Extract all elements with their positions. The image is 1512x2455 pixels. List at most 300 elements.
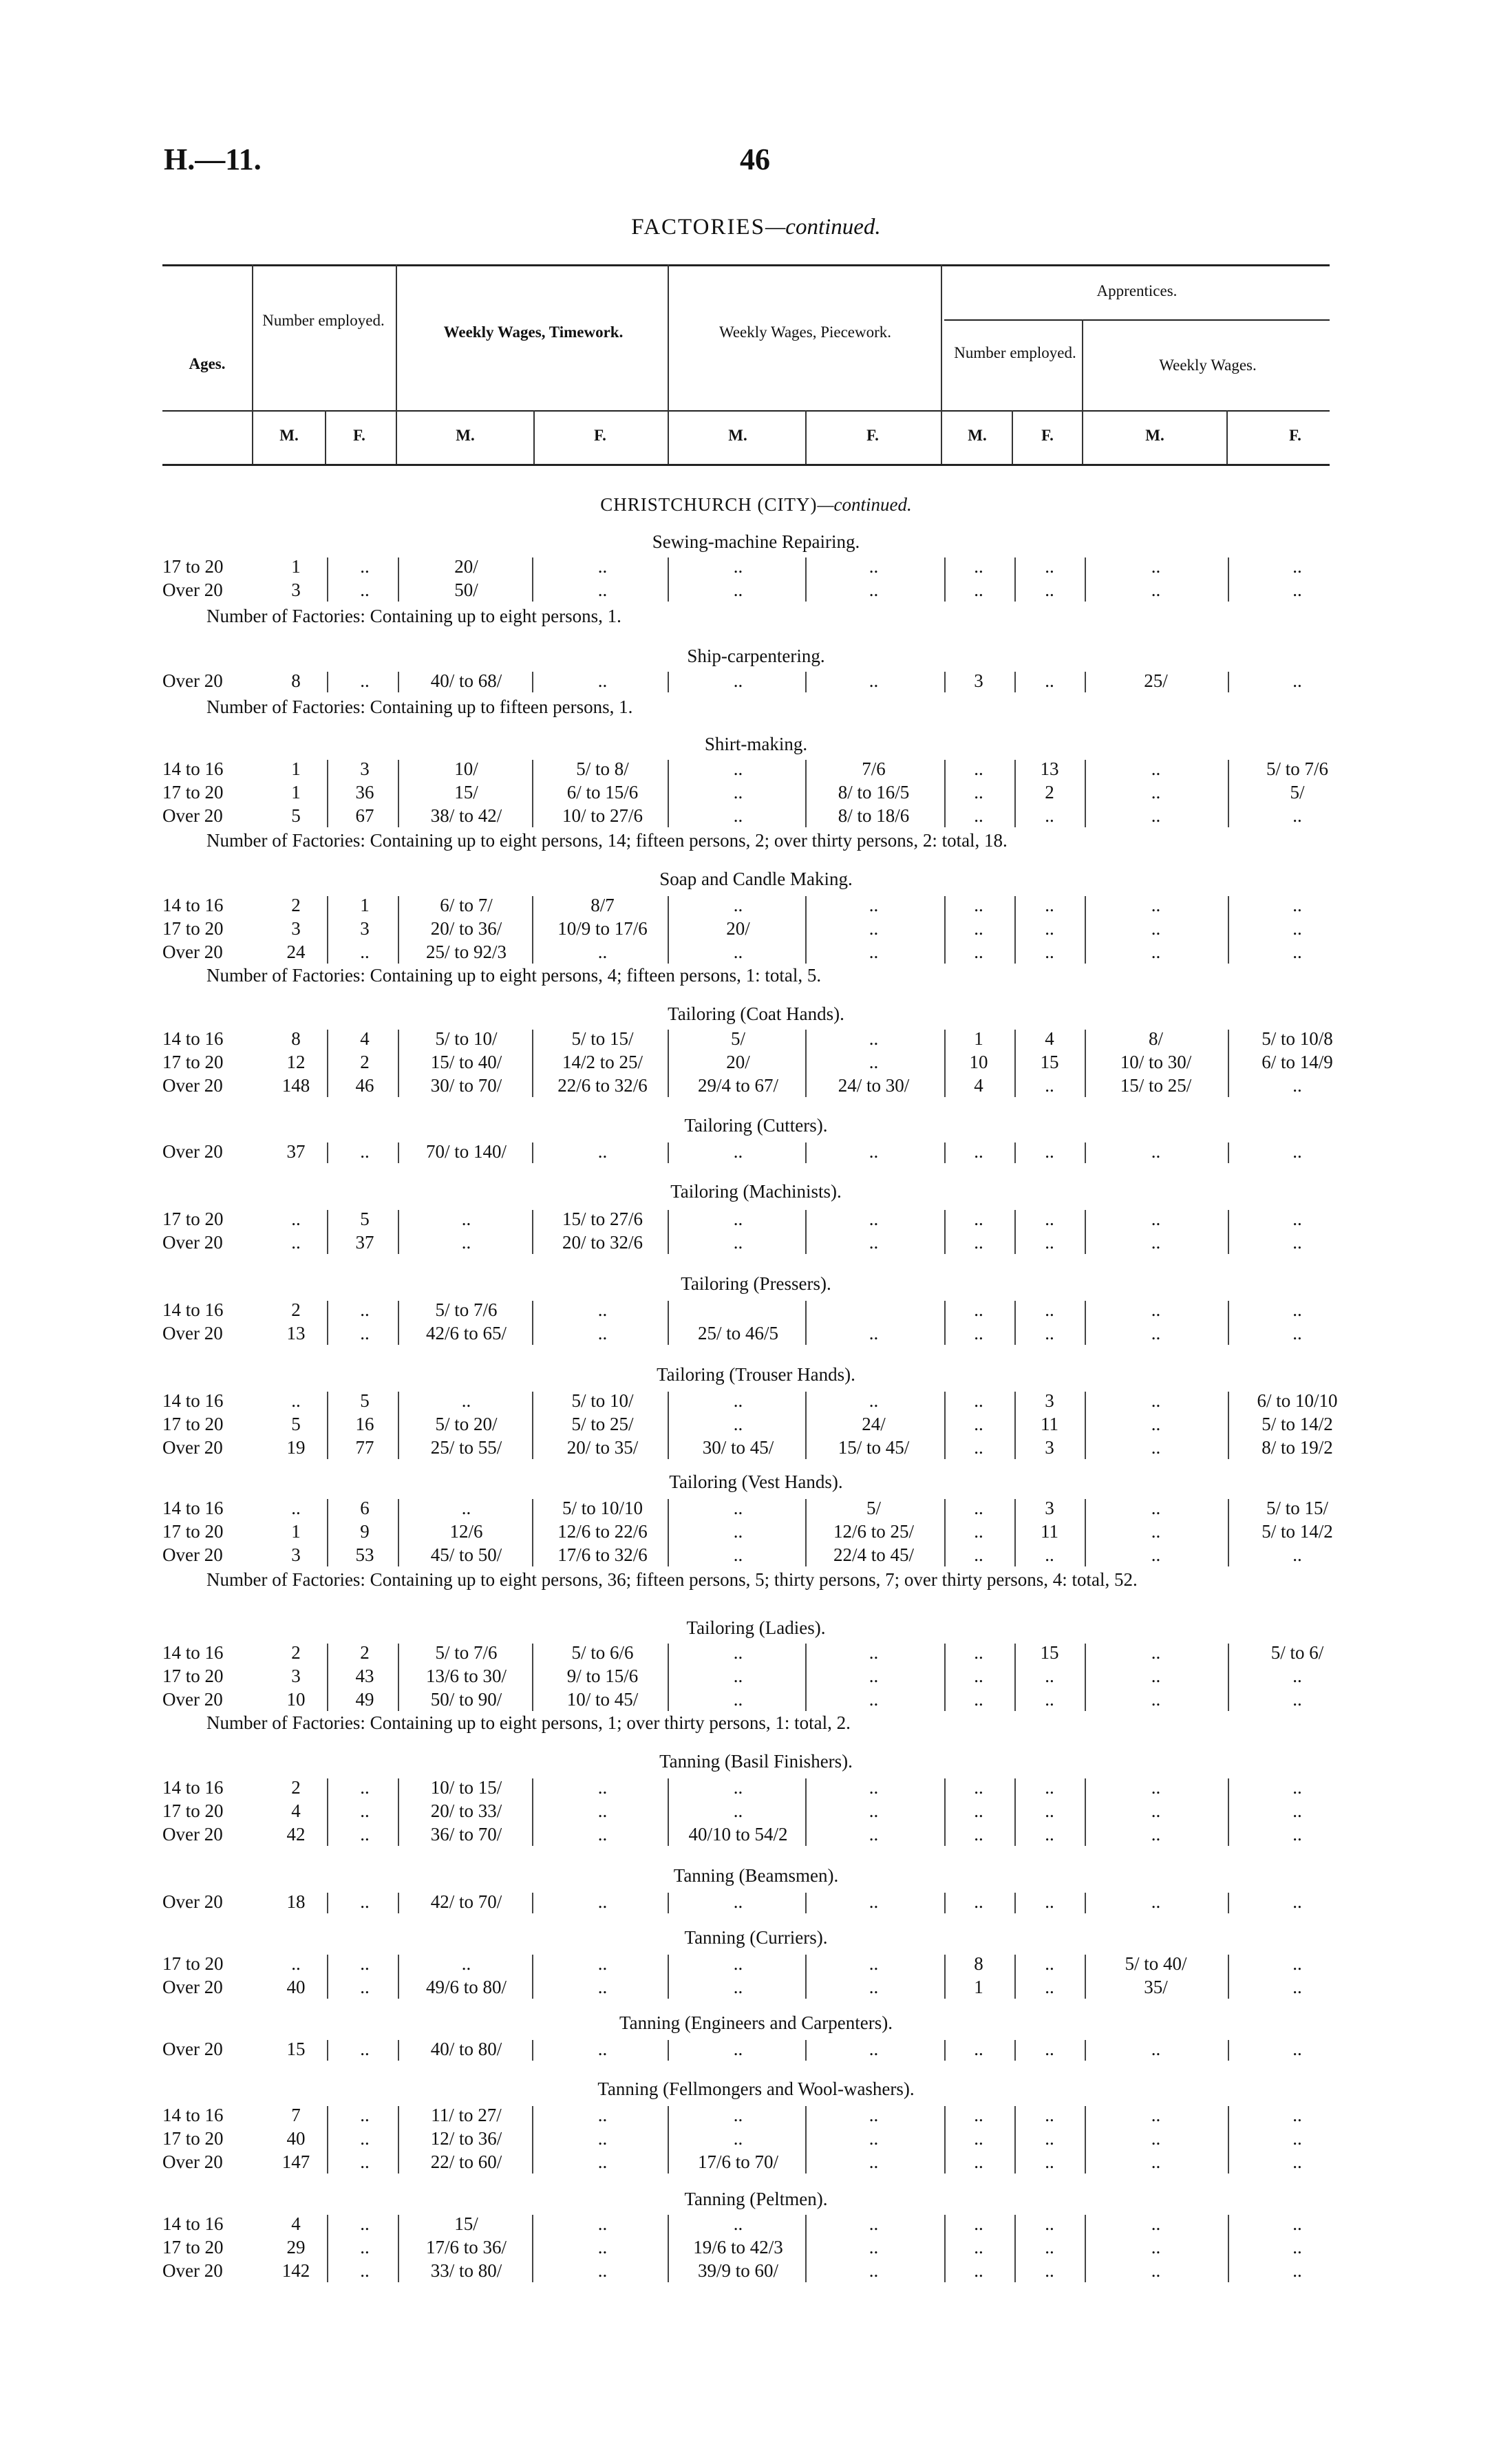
column-rule: [398, 672, 399, 692]
table-cell: ..: [974, 1824, 983, 1845]
table-cell: ..: [974, 580, 983, 600]
table-cell: ..: [1292, 2039, 1302, 2059]
column-rule: [1228, 1210, 1229, 1254]
table-cell: ..: [597, 1824, 608, 1845]
column-rule: [532, 2040, 533, 2061]
table-cell: ..: [974, 1666, 983, 1686]
table-cell: 10: [969, 1052, 988, 1072]
table-cell: ..: [1151, 1437, 1161, 1458]
table-cell: 2: [1045, 782, 1054, 803]
table-cell: ..: [1045, 1075, 1054, 1096]
city-heading: [0, 494, 1512, 516]
column-rule: [327, 1143, 328, 1163]
table-cell: ..: [974, 1141, 983, 1162]
table-cell: ..: [869, 580, 879, 600]
column-rule: [1228, 896, 1229, 964]
table-cell: 5/ to 7/6: [435, 1642, 498, 1663]
table-cell: 25/ to 92/3: [425, 942, 507, 962]
column-rule: [1085, 557, 1086, 602]
table-row: [0, 1437, 1512, 1458]
column-rule: [327, 2215, 328, 2282]
age-cell: 14 to 16: [162, 1299, 224, 1320]
header-divider: [252, 264, 253, 464]
age-cell: 17 to 20: [162, 1953, 224, 1974]
column-rule: [1085, 672, 1086, 692]
column-rule: [1014, 1143, 1016, 1163]
table-cell: ..: [597, 1953, 608, 1974]
column-rule: [944, 1210, 946, 1254]
table-row: [0, 1824, 1512, 1845]
table-cell: ..: [1292, 2260, 1302, 2281]
age-cell: 14 to 16: [162, 2213, 224, 2234]
table-cell: 67: [355, 805, 374, 826]
column-rule: [532, 2215, 533, 2282]
table-cell: ..: [869, 670, 879, 691]
table-row: [0, 895, 1512, 915]
table-cell: 36/ to 70/: [430, 1824, 502, 1845]
table-cell: 43: [355, 1666, 374, 1686]
column-rule: [1014, 896, 1016, 964]
table-cell: 11: [1041, 1521, 1058, 1542]
table-cell: ..: [1292, 2105, 1302, 2125]
column-rule: [1014, 760, 1016, 827]
header-divider: [941, 264, 942, 464]
table-cell: 25/ to 46/5: [697, 1323, 778, 1343]
table-cell: ..: [1292, 1544, 1302, 1565]
table-cell: 8/7: [590, 895, 615, 915]
table-cell: ..: [974, 1800, 983, 1821]
table-cell: ..: [1045, 2213, 1054, 2234]
table-row: [0, 1777, 1512, 1798]
table-cell: 10/ to 45/: [566, 1689, 639, 1710]
column-rule: [1085, 2106, 1086, 2174]
age-cell: 14 to 16: [162, 2105, 224, 2125]
header-divider: [325, 410, 326, 464]
column-rule: [1228, 1893, 1229, 1913]
table-cell: 3: [291, 1666, 301, 1686]
table-cell: 30/ to 45/: [702, 1437, 774, 1458]
table-cell: ..: [597, 1800, 608, 1821]
section-title: Tailoring (Pressers).: [681, 1273, 831, 1294]
table-cell: 3: [291, 918, 301, 939]
age-cell: Over 20: [162, 1232, 223, 1253]
table-cell: ..: [597, 556, 608, 577]
table-cell: ..: [974, 1544, 983, 1565]
column-rule: [1085, 896, 1086, 964]
table-cell: ..: [1292, 1977, 1302, 1997]
table-cell: ..: [974, 1323, 983, 1343]
table-cell: ..: [733, 1689, 743, 1710]
table-cell: ..: [1151, 1777, 1161, 1798]
table-cell: ..: [1292, 918, 1302, 939]
column-rule: [1085, 1893, 1086, 1913]
column-rule: [944, 1644, 946, 1711]
table-cell: 5/ to 10/: [571, 1390, 634, 1411]
table-cell: 46: [355, 1075, 374, 1096]
table-cell: ..: [597, 1299, 608, 1320]
table-cell: 1: [291, 782, 301, 803]
column-rule: [944, 1143, 946, 1163]
table-cell: 148: [281, 1075, 310, 1096]
sub-m: M.: [456, 427, 475, 444]
column-rule: [668, 1955, 669, 1999]
table-cell: 42/ to 70/: [430, 1891, 502, 1912]
table-cell: ..: [869, 2213, 879, 2234]
age-cell: 14 to 16: [162, 1642, 224, 1663]
column-rule: [805, 1030, 807, 1097]
column-rule: [532, 1210, 533, 1254]
column-rule: [944, 1955, 946, 1999]
table-cell: ..: [1045, 1299, 1054, 1320]
table-cell: ..: [869, 1777, 879, 1798]
table-cell: ..: [974, 895, 983, 915]
table-cell: ..: [1045, 670, 1054, 691]
table-cell: 5/ to 20/: [435, 1414, 498, 1434]
table-cell: ..: [869, 1141, 879, 1162]
column-rule: [398, 1644, 399, 1711]
table-cell: 5/ to 15/: [1266, 1498, 1328, 1518]
table-cell: ..: [1045, 1953, 1054, 1974]
table-cell: ..: [733, 1642, 743, 1663]
table-cell: ..: [974, 1777, 983, 1798]
column-rule: [398, 1392, 399, 1459]
table-row: [0, 805, 1512, 826]
table-row: [0, 1299, 1512, 1320]
column-rule: [805, 1392, 807, 1459]
apprentice-number-header: Number employed.: [954, 344, 1076, 361]
table-cell: 142: [281, 2260, 310, 2281]
table-cell: ..: [1292, 1232, 1302, 1253]
column-rule: [327, 672, 328, 692]
table-cell: ..: [869, 1642, 879, 1663]
column-rule: [327, 896, 328, 964]
table-cell: 5/ to 10/: [435, 1028, 498, 1049]
apprentice-wages-header: Weekly Wages.: [1159, 357, 1257, 374]
column-rule: [1228, 672, 1229, 692]
column-rule: [668, 2040, 669, 2061]
table-cell: 40: [286, 1977, 306, 1997]
title-suffix: —continued.: [765, 215, 881, 240]
table-cell: 10/ to 27/6: [562, 805, 643, 826]
table-cell: ..: [733, 1209, 743, 1229]
table-cell: ..: [733, 1544, 743, 1565]
piecework-header: Weekly Wages, Piecework.: [718, 323, 892, 341]
table-cell: 70/ to 140/: [425, 1141, 507, 1162]
table-cell: ..: [1151, 1232, 1161, 1253]
column-rule: [532, 1392, 533, 1459]
table-cell: 5: [291, 805, 301, 826]
table-cell: 3: [974, 670, 983, 691]
column-rule: [805, 760, 807, 827]
table-cell: 8/ to 19/2: [1261, 1437, 1333, 1458]
table-row: [0, 2105, 1512, 2125]
column-rule: [398, 760, 399, 827]
age-cell: Over 20: [162, 2039, 223, 2059]
section-title: Soap and Candle Making.: [659, 869, 853, 889]
table-row: [0, 580, 1512, 600]
column-rule: [1228, 2106, 1229, 2174]
table-cell: ..: [1045, 895, 1054, 915]
table-cell: ..: [1292, 580, 1302, 600]
column-rule: [668, 896, 669, 964]
section-title: Sewing-machine Repairing.: [652, 531, 860, 552]
age-cell: Over 20: [162, 2151, 223, 2172]
city-suffix: —continued.: [817, 494, 912, 515]
sub-m: M.: [1145, 427, 1164, 444]
column-rule: [398, 2040, 399, 2061]
column-rule: [1014, 1893, 1016, 1913]
table-cell: ..: [291, 1498, 301, 1518]
table-cell: ..: [1292, 1824, 1302, 1845]
table-cell: ..: [1292, 1141, 1302, 1162]
table-cell: ..: [1151, 2151, 1161, 2172]
age-cell: 17 to 20: [162, 2128, 224, 2149]
column-rule: [327, 1955, 328, 1999]
table-cell: ..: [1292, 2151, 1302, 2172]
table-cell: 1: [291, 1521, 301, 1542]
table-cell: ..: [733, 2039, 743, 2059]
table-row: [0, 1390, 1512, 1411]
table-cell: ..: [1151, 918, 1161, 939]
column-rule: [532, 1030, 533, 1097]
table-cell: 10/ to 30/: [1120, 1052, 1192, 1072]
column-rule: [1228, 557, 1229, 602]
table-cell: 15: [1040, 1052, 1059, 1072]
table-cell: 5/ to 25/: [571, 1414, 634, 1434]
column-rule: [805, 557, 807, 602]
column-rule: [668, 1644, 669, 1711]
table-cell: ..: [1292, 1666, 1302, 1686]
column-rule: [805, 1210, 807, 1254]
column-rule: [398, 1030, 399, 1097]
table-cell: 10/: [454, 758, 478, 779]
table-cell: ..: [974, 942, 983, 962]
column-rule: [1085, 760, 1086, 827]
table-cell: 4: [291, 2213, 301, 2234]
table-cell: ..: [1045, 1666, 1054, 1686]
section-title: Tailoring (Trouser Hands).: [657, 1364, 855, 1385]
table-cell: ..: [360, 1824, 370, 1845]
table-cell: 12/6 to 25/: [833, 1521, 914, 1542]
sub-f: F.: [866, 427, 879, 444]
table-cell: ..: [733, 1498, 743, 1518]
table-cell: ..: [360, 1800, 370, 1821]
table-cell: 15/ to 45/: [838, 1437, 910, 1458]
table-cell: ..: [597, 2260, 608, 2281]
column-rule: [668, 1893, 669, 1913]
table-cell: ..: [1045, 2260, 1054, 2281]
column-rule: [1014, 2215, 1016, 2282]
column-rule: [1228, 1030, 1229, 1097]
table-cell: 5/ to 14/2: [1261, 1521, 1333, 1542]
table-cell: ..: [1151, 1390, 1161, 1411]
column-rule: [532, 1955, 533, 1999]
table-cell: ..: [869, 918, 879, 939]
table-cell: ..: [1151, 942, 1161, 962]
table-cell: 13/6 to 30/: [425, 1666, 507, 1686]
table-cell: ..: [1151, 758, 1161, 779]
table-cell: 45/ to 50/: [430, 1544, 502, 1565]
table-cell: 6: [360, 1498, 370, 1518]
table-cell: 9/ to 15/6: [566, 1666, 639, 1686]
table-cell: ..: [974, 918, 983, 939]
table-cell: ..: [974, 1299, 983, 1320]
section-title: Tailoring (Machinists).: [670, 1181, 842, 1202]
sub-f: F.: [1041, 427, 1054, 444]
column-rule: [532, 1778, 533, 1846]
table-cell: ..: [869, 942, 879, 962]
table-cell: 49/6 to 80/: [425, 1977, 507, 1997]
table-cell: 9: [360, 1521, 370, 1542]
table-row: [0, 2260, 1512, 2281]
table-cell: ..: [1045, 2128, 1054, 2149]
column-rule: [398, 1778, 399, 1846]
table-cell: ..: [461, 1498, 471, 1518]
section-title: Tanning (Engineers and Carpenters).: [619, 2012, 893, 2033]
table-cell: ..: [1045, 2237, 1054, 2257]
column-rule: [1014, 1778, 1016, 1846]
table-cell: ..: [1151, 1689, 1161, 1710]
table-cell: 10/ to 15/: [430, 1777, 502, 1798]
age-cell: Over 20: [162, 1544, 223, 1565]
age-cell: Over 20: [162, 1977, 223, 1997]
column-rule: [944, 1030, 946, 1097]
table-cell: ..: [974, 2151, 983, 2172]
table-cell: ..: [869, 1800, 879, 1821]
header-divider: [1226, 410, 1228, 464]
table-cell: ..: [733, 782, 743, 803]
table-cell: 17/6 to 32/6: [557, 1544, 648, 1565]
table-cell: 5: [360, 1209, 370, 1229]
table-cell: 3: [1045, 1437, 1054, 1458]
column-rule: [944, 2040, 946, 2061]
section-title: Tanning (Peltmen).: [684, 2189, 828, 2209]
header-top-rule: [162, 264, 1330, 266]
table-cell: ..: [1151, 1891, 1161, 1912]
table-cell: ..: [974, 2260, 983, 2281]
table-cell: ..: [733, 1800, 743, 1821]
age-cell: Over 20: [162, 1689, 223, 1710]
table-row: [0, 1666, 1512, 1686]
table-cell: ..: [733, 1390, 743, 1411]
table-cell: 16: [355, 1414, 374, 1434]
table-cell: 24/ to 30/: [838, 1075, 910, 1096]
table-cell: ..: [461, 1232, 471, 1253]
column-rule: [1085, 1392, 1086, 1459]
column-rule: [944, 1499, 946, 1566]
table-cell: ..: [597, 670, 608, 691]
table-cell: 2: [360, 1052, 370, 1072]
table-cell: 30/ to 70/: [430, 1075, 502, 1096]
table-cell: ..: [1045, 556, 1054, 577]
column-rule: [668, 2106, 669, 2174]
age-cell: 17 to 20: [162, 1521, 224, 1542]
table-cell: ..: [1292, 895, 1302, 915]
table-cell: 1: [974, 1977, 983, 1997]
table-row: [0, 1052, 1512, 1072]
table-row: [0, 2128, 1512, 2149]
age-cell: 17 to 20: [162, 1666, 224, 1686]
table-cell: ..: [974, 1209, 983, 1229]
column-rule: [668, 1143, 669, 1163]
table-cell: ..: [597, 1323, 608, 1343]
column-rule: [398, 2106, 399, 2174]
table-cell: ..: [1151, 1209, 1161, 1229]
table-row: [0, 1075, 1512, 1096]
column-rule: [805, 1893, 807, 1913]
column-rule: [1014, 672, 1016, 692]
table-cell: ..: [360, 556, 370, 577]
table-cell: ..: [1045, 942, 1054, 962]
table-row: [0, 758, 1512, 779]
table-cell: ..: [1045, 1689, 1054, 1710]
table-cell: ..: [869, 1977, 879, 1997]
table-cell: 17/6 to 70/: [697, 2151, 778, 2172]
column-rule: [944, 1893, 946, 1913]
table-cell: ..: [974, 1498, 983, 1518]
age-cell: Over 20: [162, 580, 223, 600]
table-row: [0, 2213, 1512, 2234]
column-rule: [1085, 1143, 1086, 1163]
column-rule: [1228, 1143, 1229, 1163]
table-cell: 6/ to 15/6: [566, 782, 639, 803]
column-rule: [668, 760, 669, 827]
table-cell: ..: [869, 1052, 879, 1072]
table-cell: 39/9 to 60/: [697, 2260, 778, 2281]
table-cell: ..: [733, 942, 743, 962]
table-cell: 1: [360, 895, 370, 915]
table-cell: ..: [1151, 1299, 1161, 1320]
table-cell: 5/ to 7/6: [1266, 758, 1328, 779]
table-cell: ..: [869, 1209, 879, 1229]
table-cell: ..: [869, 556, 879, 577]
table-cell: ..: [733, 1414, 743, 1434]
age-cell: 17 to 20: [162, 1052, 224, 1072]
table-cell: ..: [360, 1299, 370, 1320]
table-cell: ..: [733, 2105, 743, 2125]
table-cell: 40/10 to 54/2: [688, 1824, 788, 1845]
column-rule: [398, 1499, 399, 1566]
column-rule: [668, 672, 669, 692]
table-row: [0, 1521, 1512, 1542]
table-cell: 22/4 to 45/: [833, 1544, 914, 1565]
age-cell: Over 20: [162, 942, 223, 962]
table-cell: ..: [733, 580, 743, 600]
table-cell: ..: [1045, 1891, 1054, 1912]
header-divider: [1012, 410, 1013, 464]
table-cell: ..: [597, 2151, 608, 2172]
table-cell: 40/ to 68/: [430, 670, 502, 691]
column-rule: [805, 2106, 807, 2174]
table-cell: ..: [869, 2151, 879, 2172]
table-cell: ..: [733, 2128, 743, 2149]
column-rule: [1228, 1644, 1229, 1711]
column-rule: [1014, 1644, 1016, 1711]
section-title: Tailoring (Ladies).: [686, 1617, 826, 1638]
city-name: CHRISTCHURCH (CITY): [600, 494, 818, 515]
section-title: Tanning (Curriers).: [684, 1927, 828, 1948]
column-rule: [944, 1392, 946, 1459]
column-rule: [1228, 1301, 1229, 1345]
table-cell: 40/ to 80/: [430, 2039, 502, 2059]
age-cell: 14 to 16: [162, 1028, 224, 1049]
table-cell: ..: [360, 2128, 370, 2149]
column-rule: [532, 1143, 533, 1163]
table-row: [0, 556, 1512, 577]
table-cell: 10/9 to 17/6: [557, 918, 648, 939]
table-cell: ..: [360, 670, 370, 691]
table-cell: ..: [1151, 895, 1161, 915]
